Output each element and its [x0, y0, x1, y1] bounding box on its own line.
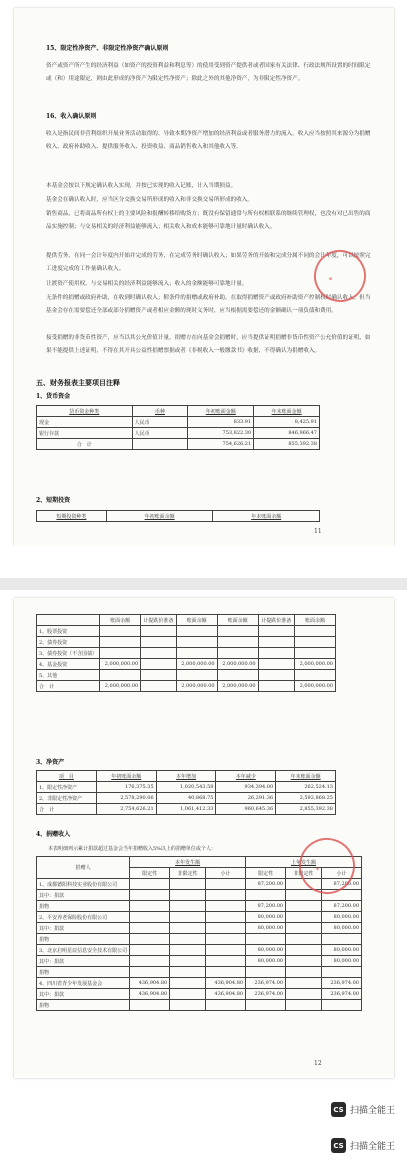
table-cell	[170, 879, 206, 890]
table-header-row	[37, 406, 320, 417]
red-seal-stamp: ★	[290, 829, 364, 903]
table-cell: 银行存款	[37, 428, 133, 439]
table-row	[37, 934, 362, 945]
table-cell: 2,000,000.00	[295, 659, 336, 670]
cash-table-title: 1、货币资金	[36, 393, 71, 400]
camscanner-logo-icon: CS	[331, 1102, 346, 1117]
table-cell: 80,000.00	[321, 956, 361, 967]
table-cell: 436,904.80	[130, 978, 170, 989]
table-cell	[286, 945, 322, 956]
table-cell	[286, 989, 322, 1000]
table-cell	[206, 912, 246, 923]
table-cell: 2,000,000.00	[176, 659, 217, 670]
camscanner-logo-icon: CS	[331, 1138, 346, 1153]
table-row	[37, 1000, 362, 1011]
table-cell: 87,200.00	[321, 901, 361, 912]
table-cell: 87,200.00	[246, 901, 286, 912]
table-cell: 833.91	[188, 417, 254, 428]
table-cell	[217, 670, 258, 681]
table-cell: 其中：捐款	[37, 956, 130, 967]
table-cell: 80,000.00	[321, 912, 361, 923]
table-row	[37, 782, 336, 793]
table-cell: 87,200.00	[321, 879, 361, 890]
table-header: 账面余额	[176, 615, 217, 626]
table-cell: 40,868.75	[156, 793, 216, 804]
table-cell	[246, 890, 286, 901]
table-cell: 2,578,290.06	[96, 793, 156, 804]
table-header: 上年发生额	[246, 857, 362, 868]
table-header: 短期投资种类	[37, 511, 107, 522]
netassets-table-title: 3、净资产	[36, 759, 65, 766]
table-row	[37, 967, 362, 978]
cash-table	[36, 405, 320, 450]
table-cell: 1,020,543.58	[156, 782, 216, 793]
table-cell: 其中：捐款	[37, 890, 130, 901]
table-cell: 1、成都德阳科技实业股份有限公司	[37, 879, 130, 890]
paragraph-16-6: 让渡资产使用权，与交易相关的经济利益能够流入；收入的金额能够可靠地计量。	[46, 281, 248, 287]
table-cell: 1、限定性净资产	[37, 782, 97, 793]
table-header: 账面余额	[217, 615, 258, 626]
table-cell: 436,904.80	[206, 989, 246, 1000]
table-cell: 捐物	[37, 934, 130, 945]
table-row	[37, 439, 320, 450]
table-cell	[170, 934, 206, 945]
table-header: 货币资金种类	[37, 406, 133, 417]
table-cell	[286, 967, 322, 978]
table-cell	[130, 967, 170, 978]
table-cell	[258, 626, 294, 637]
table-cell	[286, 923, 322, 934]
table-row	[37, 945, 362, 956]
table-header: 计提跌价准备	[141, 615, 176, 626]
document-page-1	[14, 8, 394, 546]
table-cell	[295, 670, 336, 681]
table-cell	[170, 923, 206, 934]
table-row	[37, 989, 362, 1000]
table-header: 本年减少	[216, 771, 276, 782]
table-header: 限定性	[130, 868, 170, 879]
table-header: 年末账面金额	[254, 406, 320, 417]
table-cell	[206, 879, 246, 890]
table-cell: 80,000.00	[321, 923, 361, 934]
section-heading-15: 15、限定性净资产、非限定性净资产确认原则	[46, 45, 169, 52]
table-cell: 人民币	[132, 428, 188, 439]
table-header: 账面余额	[295, 615, 336, 626]
table-cell	[130, 934, 170, 945]
section-heading-16: 16、收入确认原则	[46, 113, 97, 120]
table-header: 小计	[321, 868, 361, 879]
scanner-brand	[331, 1102, 395, 1117]
table-cell: 236,974.00	[321, 989, 361, 1000]
table-cell	[170, 945, 206, 956]
table-cell	[170, 978, 206, 989]
table-cell	[286, 912, 322, 923]
table-cell	[100, 670, 141, 681]
table-cell	[258, 681, 294, 692]
table-cell: 80,000.00	[246, 956, 286, 967]
table-cell: 2,000,000.00	[100, 659, 141, 670]
table-cell: 80,000.00	[246, 945, 286, 956]
table-cell	[100, 626, 141, 637]
page-number: 12	[314, 1060, 322, 1067]
table-header-row	[37, 771, 336, 782]
table-cell	[206, 956, 246, 967]
table-cell: 合 计	[37, 681, 100, 692]
table-cell	[130, 945, 170, 956]
table-cell: 262,524.13	[276, 782, 336, 793]
table-cell	[217, 626, 258, 637]
table-header: 本年增加	[156, 771, 216, 782]
scan-footer-2	[0, 1128, 407, 1162]
brand-label: 扫描全能王	[349, 1142, 395, 1152]
table-header: 本年发生额	[130, 857, 246, 868]
paragraph-16-5: 提供劳务，在同一会计年度内开始并完成的劳务，在完成劳务时确认收入；如果劳务的开始和完成分属不同的会计年度，可以按照完工进度完成的工作量确认收入。	[46, 253, 371, 272]
table-cell: 960,645.36	[216, 804, 276, 815]
table-cell	[170, 912, 206, 923]
table-header: 非限定性	[286, 868, 322, 879]
table-cell	[286, 934, 322, 945]
table-cell: 754,626.21	[188, 439, 254, 450]
table-cell: 236,974.00	[246, 978, 286, 989]
table-cell	[170, 1000, 206, 1011]
table-cell: 236,974.00	[246, 989, 286, 1000]
netassets-table	[36, 770, 336, 815]
table-header: 年初账面余额	[96, 771, 156, 782]
table-cell	[217, 637, 258, 648]
paragraph-16-7: 无条件的捐赠或政府补助，在收到时确认收入；附条件的捐赠或政府补助，在取得捐赠资产或政府补助资产控制权时确认收入；但当基金会存在需要偿还全部或部分捐赠资产或者相应金额的现时义务时，应当根据需要偿还的金额确认一项负债和费用。	[46, 295, 371, 314]
table-cell	[141, 670, 176, 681]
table-header: 年末账面余额	[276, 771, 336, 782]
table-row	[37, 428, 320, 439]
table-row	[37, 637, 336, 648]
table-header: 非限定性	[170, 868, 206, 879]
table-cell: 2,000,000.00	[295, 681, 336, 692]
table-cell	[206, 890, 246, 901]
table-header: 项 目	[37, 771, 97, 782]
table-row	[37, 956, 362, 967]
table-cell	[132, 439, 188, 450]
table-row	[37, 626, 336, 637]
donation-table-body	[37, 879, 362, 1011]
table-cell	[321, 934, 361, 945]
table-cell	[206, 901, 246, 912]
shortinv-table-title: 2、短期投资	[36, 497, 71, 504]
table-cell	[130, 956, 170, 967]
table-header: 币种	[132, 406, 188, 417]
table-cell: 80,000.00	[246, 923, 286, 934]
table-cell: 2、平安养老保险股份有限公司	[37, 912, 130, 923]
table-header-row	[37, 511, 320, 522]
table-cell	[258, 659, 294, 670]
table-cell: 其中：捐款	[37, 923, 130, 934]
table-header	[37, 615, 100, 626]
table-cell	[258, 637, 294, 648]
investment-table-body	[37, 626, 336, 692]
table-cell: 934,394.00	[216, 782, 276, 793]
table-cell	[130, 890, 170, 901]
table-cell	[141, 648, 176, 659]
paragraph-16-4: 销售商品，已将商品所有权上的主要风险和报酬转移给购货方；既没有保留通常与所有权相联系的继续管理权，也没有对已出售的商品实施控制；与交易相关的经济利益能够流入；相关收入和成本能够可靠地计量时确认收入。	[46, 211, 371, 230]
table-cell	[130, 912, 170, 923]
table-cell: 80,000.00	[321, 945, 361, 956]
table-cell	[295, 637, 336, 648]
table-cell	[141, 659, 176, 670]
table-cell	[246, 934, 286, 945]
table-cell: 2,000,000.00	[217, 659, 258, 670]
table-row	[37, 912, 362, 923]
table-cell	[206, 967, 246, 978]
main-heading: 五、财务报表主要项目注释	[36, 378, 120, 387]
table-cell	[130, 879, 170, 890]
table-cell	[176, 648, 217, 659]
page-gap	[0, 578, 407, 590]
table-cell: 5、其他	[37, 670, 100, 681]
netassets-table-body	[37, 782, 336, 815]
table-cell	[170, 967, 206, 978]
table-cell: 4、基金投资	[37, 659, 100, 670]
table-cell: 2、非限定性净资产	[37, 793, 97, 804]
table-cell	[258, 648, 294, 659]
table-cell	[100, 648, 141, 659]
table-row	[37, 417, 320, 428]
table-cell: 26,291.36	[216, 793, 276, 804]
table-cell: 236,974.00	[321, 978, 361, 989]
table-row	[37, 681, 336, 692]
table-cell	[295, 626, 336, 637]
page-number: 11	[314, 528, 322, 535]
table-cell	[130, 923, 170, 934]
document-page-2	[14, 598, 394, 1078]
table-cell	[321, 967, 361, 978]
table-cell: 3、债券投资（不含国债）	[37, 648, 100, 659]
table-cell	[176, 626, 217, 637]
table-header: 年初账面金额	[188, 406, 254, 417]
table-cell	[286, 978, 322, 989]
table-cell	[246, 1000, 286, 1011]
table-cell: 合 计	[37, 804, 97, 815]
paragraph-16-1: 收入是指民间非营利组织开展业务活动取得的、导致本期净资产增加的经济利益或者服务潜力的流入。收入应当按照其来源分为捐赠收入、政府补助收入、提供服务收入、投资收益、商品销售收入和其他收入等。	[46, 131, 371, 150]
brand-label: 扫描全能王	[349, 1106, 395, 1116]
table-cell	[141, 626, 176, 637]
scanner-brand	[331, 1138, 395, 1153]
table-cell: 其中：捐款	[37, 989, 130, 1000]
table-cell	[295, 648, 336, 659]
red-seal-stamp: ★	[305, 241, 374, 310]
paragraph-15: 资产或资产所产生的经济利益（如资产的投资利益和利息等）的使用受到资产提供者或者国家有关法律、行政法规所设置的时间限定或（和）用途限定，则由此形成的净资产为限定性净资产；除此之外的其他净资产，为非限定性净资产。	[46, 63, 371, 82]
table-cell: 人民币	[132, 417, 188, 428]
paragraph-16-8: 接受捐赠的非货币性资产，应当以其公允价值计量。捐赠方在向基金会捐赠时，应当提供证明捐赠非货币性资产公允价值的证明，如果不能提供上述证明，不得在其开具公益性捐赠票据或者《非税收入一般缴款书》收据，不得确认为捐赠收入。	[46, 335, 371, 354]
table-cell	[176, 670, 217, 681]
donation-table-title: 4、捐赠收入	[36, 831, 71, 838]
table-header: 账面余额	[100, 615, 141, 626]
table-cell	[286, 956, 322, 967]
investment-table	[36, 614, 336, 692]
table-cell	[130, 1000, 170, 1011]
table-cell: 846,966.47	[254, 428, 320, 439]
table-cell: 现金	[37, 417, 133, 428]
table-cell	[206, 1000, 246, 1011]
table-cell: 3、北京启明星辰信息安全技术有限公司	[37, 945, 130, 956]
table-row	[37, 923, 362, 934]
table-cell	[258, 670, 294, 681]
table-cell: 2,000,000.00	[217, 681, 258, 692]
table-cell: 80,000.00	[246, 912, 286, 923]
table-cell	[286, 901, 322, 912]
table-cell: 合 计	[37, 439, 133, 450]
table-cell	[321, 1000, 361, 1011]
table-cell: 1、股票投资	[37, 626, 100, 637]
table-cell	[206, 923, 246, 934]
table-cell: 753,822.30	[188, 428, 254, 439]
table-cell	[170, 901, 206, 912]
table-cell: 87,200.00	[246, 879, 286, 890]
table-cell	[130, 901, 170, 912]
table-cell: 855,392.38	[254, 439, 320, 450]
table-cell	[100, 637, 141, 648]
table-row	[37, 978, 362, 989]
table-row	[37, 670, 336, 681]
table-cell: 176,375.35	[96, 782, 156, 793]
table-cell	[170, 890, 206, 901]
table-row	[37, 804, 336, 815]
table-cell	[170, 956, 206, 967]
table-cell	[141, 637, 176, 648]
table-cell: 2,000,000.00	[176, 681, 217, 692]
paragraph-16-2: 本基金会按以下规定确认收入实现，并按已实现的收入记账，计入当期损益。	[46, 183, 237, 189]
table-row	[37, 793, 336, 804]
table-header: 捐赠人	[37, 857, 130, 879]
table-row	[37, 648, 336, 659]
table-cell: 436,904.80	[130, 989, 170, 1000]
table-cell: 2,592,868.25	[276, 793, 336, 804]
table-cell	[246, 967, 286, 978]
table-header: 年初账面余额	[106, 511, 213, 522]
table-header: 计提跌价准备	[258, 615, 294, 626]
table-cell: 1,061,412.33	[156, 804, 216, 815]
table-cell: 捐物	[37, 1000, 130, 1011]
table-cell	[206, 934, 246, 945]
table-cell: 436,904.80	[206, 978, 246, 989]
table-cell	[286, 1000, 322, 1011]
table-cell	[176, 637, 217, 648]
table-cell	[217, 648, 258, 659]
table-cell: 捐物	[37, 967, 130, 978]
table-row	[37, 901, 362, 912]
paragraph-16-3: 基金会在确认收入时，应当区分交换交易所形成的收入和非交换交易所形成的收入。	[46, 197, 253, 203]
table-cell: 8,425.91	[254, 417, 320, 428]
table-header-row	[37, 615, 336, 626]
table-cell	[141, 681, 176, 692]
table-cell	[170, 989, 206, 1000]
table-cell: 捐物	[37, 901, 130, 912]
table-cell: 4、四川省青少年发展基金会	[37, 978, 130, 989]
table-cell: 2,000,000.00	[100, 681, 141, 692]
table-cell	[206, 945, 246, 956]
table-row	[37, 659, 336, 670]
shortinv-table	[36, 510, 320, 522]
table-cell: 2,754,626.21	[96, 804, 156, 815]
table-header: 限定性	[246, 868, 286, 879]
table-cell: 2、债券投资	[37, 637, 100, 648]
table-cell: 2,855,392.38	[276, 804, 336, 815]
donation-note: 本表明细列示累计捐款超过基金会当年捐赠收入5%以上的捐赠单位或个人：	[48, 846, 216, 852]
table-header: 小计	[206, 868, 246, 879]
table-row	[37, 890, 362, 901]
table-header: 年末账面余额	[213, 511, 320, 522]
